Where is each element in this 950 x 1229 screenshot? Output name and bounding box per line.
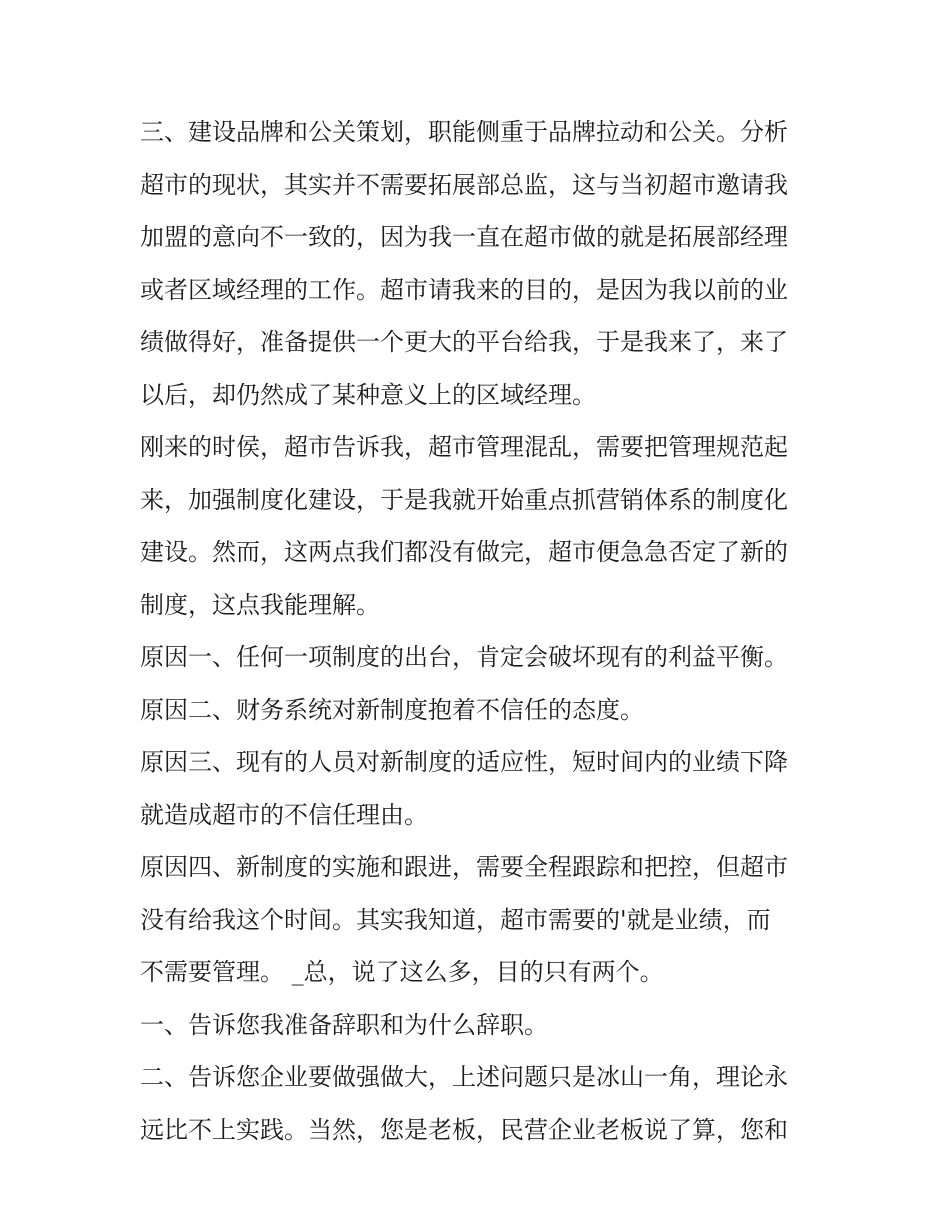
text-line: 不需要管理。 _总，说了这么多，目的只有两个。: [140, 958, 664, 986]
text-line: 加盟的意向不一致的，因为我一直在超市做的就是拓展部经理: [140, 223, 788, 251]
text-line: 或者区域经理的工作。超市请我来的目的，是因为我以前的业: [140, 275, 788, 304]
text-line: 二、告诉您企业要做强做大，上述问题只是冰山一角，理论永: [140, 1063, 788, 1091]
text-line: 原因三、现有的人员对新制度的适应性，短时间内的业绩下降: [140, 748, 788, 776]
text-line: 远比不上实践。当然，您是老板，民营企业老板说了算，您和: [140, 1115, 788, 1144]
text-line: 刚来的时侯，超市告诉我，超市管理混乱，需要把管理规范起: [140, 433, 788, 461]
text-line: 以后，却仍然成了某种意义上的区域经理。: [140, 380, 596, 409]
text-line: 就造成超市的不信任理由。: [140, 800, 428, 829]
text-line: 来，加强制度化建设，于是我就开始重点抓营销体系的制度化: [140, 485, 788, 514]
text-line: 建设。然而，这两点我们都没有做完，超市便急急否定了新的: [140, 538, 788, 566]
text-line: 超市的现状，其实并不需要拓展部总监，这与当初超市邀请我: [140, 170, 788, 199]
text-line: 原因二、财务系统对新制度抱着不信任的态度。: [140, 695, 644, 724]
text-line: 制度，这点我能理解。: [140, 590, 380, 619]
text-line: 三、建设品牌和公关策划，职能侧重于品牌拉动和公关。分析: [140, 118, 788, 146]
text-line: 一、告诉您我准备辞职和为什么辞职。: [140, 1010, 548, 1039]
text-line: 原因一、任何一项制度的出台，肯定会破坏现有的利益平衡。: [140, 643, 788, 671]
body-text: [140, 106, 820, 1156]
text-line: 没有给我这个时间。其实我知道，超市需要的'就是业绩，而: [140, 905, 771, 934]
text-line: 原因四、新制度的实施和跟进，需要全程跟踪和把控，但超市: [140, 853, 788, 881]
text-line: 绩做得好，准备提供一个更大的平台给我，于是我来了，来了: [140, 328, 788, 356]
